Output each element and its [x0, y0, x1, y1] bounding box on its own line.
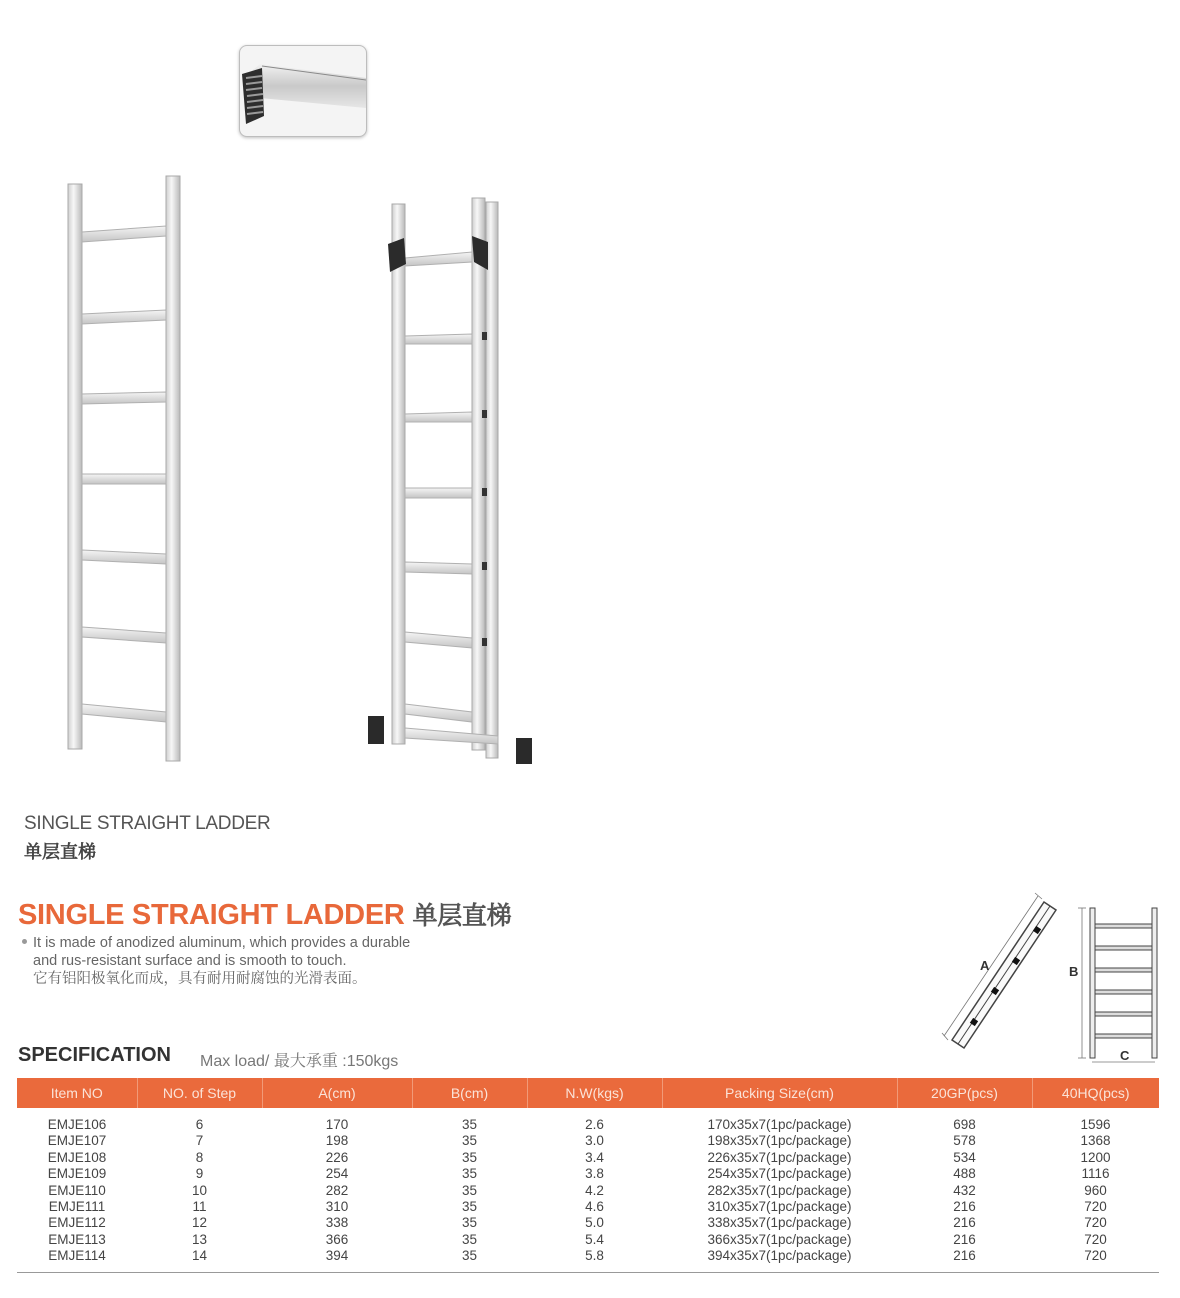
table-cell: 35: [461, 1166, 478, 1182]
table-cell: 35: [461, 1248, 478, 1264]
table-cell: 5.4: [585, 1231, 604, 1247]
column-header: 40HQ(pcs): [1032, 1078, 1159, 1108]
table-cell: 226: [325, 1149, 349, 1165]
headline-en: SINGLE STRAIGHT LADDER: [18, 899, 405, 931]
table-cell: 3.4: [585, 1149, 604, 1165]
column-header: Packing Size(cm): [662, 1078, 897, 1108]
table-cell: 720: [1084, 1199, 1107, 1215]
table-cell: 7: [195, 1133, 204, 1149]
table-row: [17, 1215, 1159, 1231]
table-cell: 488: [953, 1166, 976, 1182]
desc-line-2: and rus-resistant surface and is smooth to touch.: [33, 953, 347, 969]
spec-table: [17, 1078, 1159, 1265]
spec-max-load: Max load/ 最大承重 :150kgs: [200, 1053, 399, 1070]
table-cell: 720: [1084, 1215, 1107, 1231]
table-cell: EMJE106: [47, 1117, 107, 1132]
label-c: C: [1120, 1048, 1130, 1063]
table-cell: 3.8: [585, 1166, 604, 1182]
table-cell: 394x35x7(1pc/package): [707, 1248, 852, 1264]
table-cell: EMJE110: [48, 1182, 106, 1198]
table-cell: 198: [325, 1133, 349, 1149]
table-cell: 4.2: [585, 1182, 604, 1198]
desc-line-3: 它有铝阳极氧化而成，具有耐用耐腐蚀的光滑表面。: [33, 971, 367, 987]
table-cell: 35: [461, 1149, 478, 1165]
table-cell: 216: [953, 1199, 976, 1215]
table-cell: 310: [325, 1199, 349, 1215]
table-cell: 282: [325, 1182, 349, 1198]
table-cell: 1200: [1080, 1149, 1111, 1165]
table-cell: EMJE112: [48, 1215, 106, 1231]
table-cell: EMJE113: [48, 1231, 106, 1247]
table-cell: 216: [953, 1231, 976, 1247]
table-cell: EMJE109: [47, 1166, 107, 1182]
table-row: [17, 1150, 1159, 1166]
table-cell: 282x35x7(1pc/package): [707, 1182, 852, 1198]
product-caption-cn: 单层直梯: [24, 842, 96, 862]
table-cell: 12: [191, 1215, 208, 1231]
table-cell: 5.0: [585, 1215, 604, 1231]
table-cell: 254: [325, 1166, 349, 1182]
single-ladder-image: [60, 172, 190, 772]
table-cell: EMJE107: [47, 1133, 107, 1149]
spec-header-row: [17, 1078, 1159, 1108]
table-row: [17, 1133, 1159, 1149]
table-cell: 254x35x7(1pc/package): [707, 1166, 852, 1182]
table-cell: 198x35x7(1pc/package): [707, 1133, 852, 1149]
table-cell: 216: [953, 1248, 976, 1264]
table-cell: 170x35x7(1pc/package): [707, 1117, 852, 1132]
headline-cn: 单层直梯: [412, 902, 512, 930]
table-cell: 366: [325, 1231, 349, 1247]
table-cell: 14: [191, 1248, 208, 1264]
table-cell: 338x35x7(1pc/package): [707, 1215, 852, 1231]
table-cell: 720: [1084, 1231, 1107, 1247]
table-cell: 366x35x7(1pc/package): [707, 1231, 852, 1247]
table-cell: 1596: [1080, 1117, 1111, 1132]
product-caption-en: SINGLE STRAIGHT LADDER: [24, 813, 271, 834]
table-cell: 35: [461, 1117, 478, 1132]
table-cell: 698: [953, 1117, 976, 1132]
rung-detail-image: [239, 45, 367, 137]
table-cell: 216: [953, 1215, 976, 1231]
table-cell: 8: [195, 1149, 204, 1165]
table-cell: 720: [1084, 1248, 1107, 1264]
column-header: N.W(kgs): [527, 1078, 662, 1108]
table-cell: 9: [195, 1166, 204, 1182]
table-cell: 960: [1084, 1182, 1107, 1198]
table-cell: EMJE111: [48, 1199, 106, 1215]
bullet-icon: [22, 939, 27, 944]
column-header: 20GP(pcs): [897, 1078, 1032, 1108]
table-cell: 338: [325, 1215, 349, 1231]
table-row: [17, 1166, 1159, 1182]
table-cell: 4.6: [585, 1199, 604, 1215]
table-cell: 432: [953, 1182, 976, 1198]
table-cell: 11: [192, 1199, 207, 1215]
table-cell: 1368: [1080, 1133, 1111, 1149]
table-row: [17, 1248, 1159, 1264]
table-cell: 170: [325, 1117, 349, 1132]
table-cell: 13: [191, 1231, 208, 1247]
column-header: NO. of Step: [137, 1078, 262, 1108]
table-row: [17, 1199, 1159, 1215]
table-cell: 2.6: [585, 1117, 604, 1132]
table-cell: 578: [953, 1133, 976, 1149]
spec-title: SPECIFICATION: [18, 1044, 171, 1066]
double-ladder-image: [362, 192, 537, 772]
product-description: [22, 934, 410, 988]
dimension-diagram: [940, 890, 1165, 1065]
table-cell: 35: [461, 1231, 478, 1247]
table-row: [17, 1232, 1159, 1248]
table-cell: 3.0: [585, 1133, 604, 1149]
table-cell: 1116: [1081, 1166, 1110, 1182]
table-cell: 10: [191, 1182, 208, 1198]
table-row: [17, 1108, 1159, 1133]
table-cell: EMJE114: [48, 1248, 106, 1264]
desc-line-1: It is made of anodized aluminum, which provides a durable: [33, 935, 411, 951]
table-bottom-rule: [17, 1272, 1159, 1273]
table-cell: 5.8: [585, 1248, 604, 1264]
table-row: [17, 1183, 1159, 1199]
table-cell: 35: [461, 1182, 478, 1198]
rung-profile-icon: [240, 46, 366, 136]
column-header: A(cm): [262, 1078, 412, 1108]
table-cell: 35: [461, 1199, 478, 1215]
label-a: A: [980, 958, 990, 973]
table-cell: 35: [461, 1133, 478, 1149]
table-cell: 310x35x7(1pc/package): [707, 1199, 852, 1215]
table-cell: 534: [953, 1149, 976, 1165]
column-header: Item NO: [17, 1078, 137, 1108]
table-cell: 226x35x7(1pc/package): [707, 1149, 852, 1165]
label-b: B: [1069, 964, 1079, 979]
product-headline: [18, 896, 511, 932]
table-cell: 35: [461, 1215, 478, 1231]
table-cell: 6: [195, 1117, 204, 1132]
table-cell: 394: [325, 1248, 349, 1264]
table-cell: EMJE108: [47, 1149, 107, 1165]
column-header: B(cm): [412, 1078, 527, 1108]
